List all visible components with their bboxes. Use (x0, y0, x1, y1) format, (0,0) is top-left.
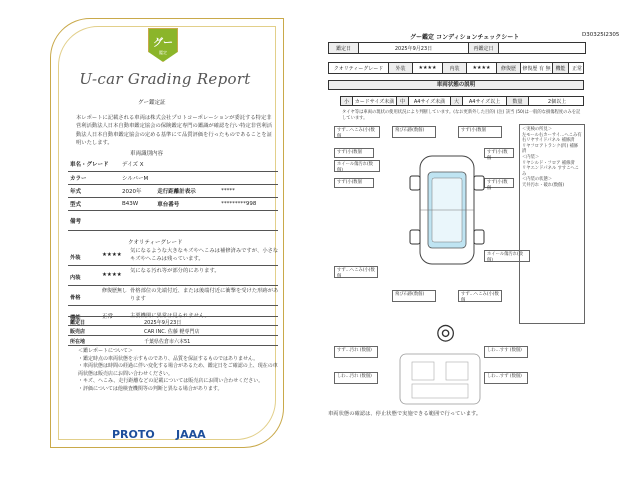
quality-stars: 正常 (102, 314, 114, 320)
model-value: B43W (120, 198, 155, 211)
quality-stars: 修復歴無し (102, 288, 128, 294)
quality-stars: ★★★★ (102, 272, 122, 278)
damage-box: すず(小)数個 (484, 148, 514, 158)
notes-title: ＜鑑レポートについて＞ (78, 348, 133, 354)
damage-box: すず(小)数個 (484, 178, 514, 188)
quality-row-interior (68, 266, 278, 286)
vehicle-info-table (68, 158, 278, 231)
quality-stars: ★★★★ (102, 252, 122, 258)
chassis-label: 車台番号 (155, 198, 219, 211)
size-cell: 大 (451, 97, 463, 105)
legend-item: リヤエンドパネル すすこへこみ (522, 166, 579, 177)
quality-label: 外装 (70, 255, 81, 261)
sheet-title: グー鑑定 コンディションチェックシート (410, 34, 520, 41)
legend-item: 左モール右カーサイ…へこみ有 (522, 132, 582, 138)
damage-box: すず…へこみ(小)数個 (458, 290, 502, 302)
note-item: ・評価については他検査機関等の判断と異なる場合があります。 (78, 385, 223, 392)
grade-cell: 機能 (553, 63, 569, 73)
quality-heading: クオリティーグレード (128, 240, 183, 246)
legend-item: ＜内装の状態＞ (522, 177, 553, 183)
interior-box: しわ…すす (数個) (484, 346, 528, 358)
bottom-value: CAR INC. 佐藤 軽専門店 (144, 329, 200, 335)
damage-box: すず…へこみ(小)数個 (334, 126, 380, 138)
bottom-label: 販売店 (70, 329, 86, 335)
damage-box: 飛び石跡(数個) (392, 290, 436, 302)
damage-box: ホイール傷汚れ(数個) (334, 160, 380, 172)
interior-box: しわ…汚れ (数個) (334, 372, 378, 384)
note-item: ・キズ、へこみ、走行距離などの記載については販売店にお問い合わせください。 (78, 378, 264, 385)
condition-note: タイヤ等は車両の現状の使用状況により判断しています。(なお更新外した目的) (注) 該当 (50)は一般的な損傷程度のみを記しています。 (342, 110, 581, 121)
size-cell: 数量 (507, 97, 529, 105)
note-item: ・車両状態は時間の経過に伴い変化する場合があるため、鑑定日をご確認の上、現在の車両状態は販売店にお問い合わせください。 (78, 363, 278, 377)
size-cell: 小 (341, 97, 353, 105)
proto-logo: PROTO (112, 428, 155, 441)
vehicle-heading: 車両識別内容 (130, 151, 164, 157)
bottom-value: 千葉県佐倉市六本51 (144, 339, 191, 345)
grade-cell: 修復歴 (497, 63, 521, 73)
recheck-label: 再鑑定日 (469, 43, 499, 53)
address-row (68, 336, 278, 346)
grade-box (328, 62, 584, 74)
quality-row-frame (68, 286, 278, 306)
bottom-label: 所在地 (70, 339, 86, 345)
date-value: 2025年9月23日 (359, 43, 469, 53)
grade-cell: 外装 (389, 63, 413, 73)
quality-row-exterior (68, 246, 278, 266)
grade-cell: ★★★★ (413, 63, 443, 73)
name-value: デイズ X (120, 158, 278, 171)
size-cell: A4サイズ未満 (409, 97, 451, 105)
logo-sub: 鑑定 (159, 50, 167, 55)
legend-item: ＜内装＞ (522, 154, 540, 160)
steering-wheel-icon: ◎ (436, 320, 456, 345)
size-cell: A4サイズ以上 (463, 97, 507, 105)
inspection-findings (519, 124, 585, 324)
damage-box: すず(小)数個 (334, 178, 374, 188)
quality-desc: 主要機関に異常は見られません。 (130, 313, 210, 319)
color-label: カラー (68, 171, 120, 184)
size-legend (340, 96, 584, 106)
legend-item: リヤシルド・フロア 補修済 (522, 160, 575, 166)
note-item: ・鑑定時点の車両状態を示すものであり、品質を保証するものではありません。 (78, 355, 259, 362)
footer-note: 車両状態の確認は、停止状態で実施できる範囲で行っています。 (328, 411, 482, 417)
damage-box: 飛び石跡(数個) (392, 126, 436, 138)
report-title: U-car Grading Report (79, 70, 251, 88)
grade-label: クオリティーグレード (329, 63, 389, 73)
grade-cell: 正常 (571, 65, 582, 72)
interior-box: すず…汚れ (数個) (334, 346, 378, 358)
grade-cell: ★★★★ (467, 63, 497, 73)
sheet-id: D30325I2305 (582, 32, 620, 38)
cert-description: 本レポートに記載される車両は株式会社プロトコーポレーションが委託する特定非営利活動法人日本自動車鑑定協会の保険鑑定専門の鑑識が確認を行い特定非営利活動法人日本自動車鑑定協会の定める基準にて品質評価を行ったものであることを証明いたします。 (76, 115, 272, 147)
interior-box: しわ…すず (数個) (484, 372, 528, 384)
name-label: 車名・グレード (68, 158, 120, 171)
legend-title: ＜実検の所見＞ (522, 127, 553, 132)
quality-label: 骨格 (70, 295, 81, 301)
size-cell: 2個以上 (547, 98, 567, 105)
quality-desc: 気になるような大きなキズやへこみは補修済みですが、小さなキズやへこみは残っています。 (130, 248, 279, 262)
dealer-row (68, 326, 278, 336)
condition-heading: 車両状態の説明 (328, 80, 584, 90)
year-value: 2020年 (120, 184, 155, 197)
date-box (328, 42, 586, 54)
quality-desc: 気になる汚れ等が部分的にあります。 (130, 268, 220, 274)
legend-item: リヤフロアトランク(凹) 補修済 (522, 143, 579, 155)
date-label: 鑑定日 (329, 43, 359, 53)
size-cell: 中 (397, 97, 409, 105)
mileage-label: 走行距離計表示 (155, 184, 219, 197)
bottom-label: 鑑定日 (70, 320, 86, 326)
car-top-view-diagram (392, 152, 502, 268)
damage-box: すず(小)数個 (334, 148, 374, 158)
year-label: 年式 (68, 184, 120, 197)
quality-label: 機能 (70, 315, 81, 321)
color-value: シルバーM (120, 171, 278, 184)
grade-cell: 内装 (443, 63, 467, 73)
logo-text: グー (153, 38, 173, 49)
remark-label: 備考 (68, 211, 120, 231)
legend-item: 右リヤサイドパネル 補修済 (522, 138, 575, 144)
model-label: 型式 (68, 198, 120, 211)
quality-desc: 骨格部位の先端付近、または後端付近に衝撃を受けた形跡があります (130, 288, 279, 302)
damage-box: すず(小)数個 (458, 126, 502, 138)
damage-box: ホイール傷汚れ(数個) (484, 250, 530, 262)
jaaa-logo: JAAA (176, 428, 206, 441)
cert-heading: グー鑑定証 (138, 100, 166, 106)
damage-box: すず…へこみ(小)数個 (334, 266, 378, 278)
chassis-value: *********998 (219, 198, 278, 211)
grade-cell: 修復歴 有 無 (521, 63, 553, 73)
legend-item: 天井汚れ・破れ(数個) (522, 182, 565, 188)
appraisal-date-row (68, 316, 278, 326)
mileage-value: ***** (219, 184, 278, 197)
cert-notes (78, 348, 278, 394)
quality-label: 内装 (70, 275, 81, 281)
bottom-value: 2025年9月23日 (144, 320, 182, 326)
size-cell: カードサイズ未満 (353, 97, 397, 105)
